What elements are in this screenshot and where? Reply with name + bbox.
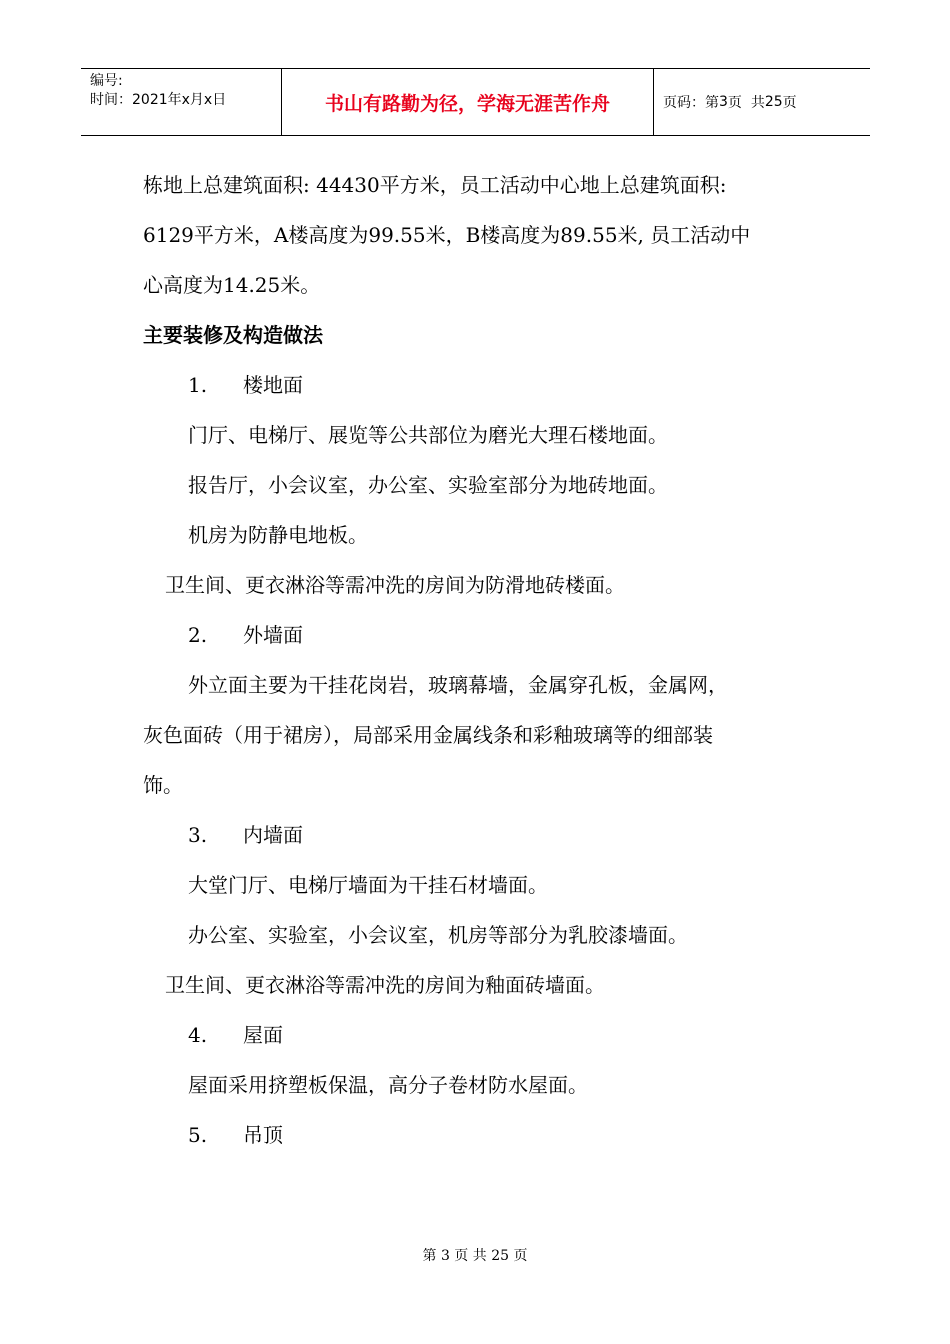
list-item-heading bbox=[143, 1110, 823, 1160]
item-title: 屋面 bbox=[243, 1023, 283, 1047]
item-title: 楼地面 bbox=[243, 373, 303, 397]
paragraph-line: 饰。 bbox=[143, 773, 183, 797]
header-meta bbox=[81, 69, 282, 135]
list-item-heading bbox=[143, 360, 823, 410]
list-item-heading bbox=[143, 810, 823, 860]
paragraph-line: 灰色面砖（用于裙房），局部采用金属线条和彩釉玻璃等的细部装 bbox=[143, 723, 713, 747]
paragraph-line: 卫生间、更衣淋浴等需冲洗的房间为釉面砖墙面。 bbox=[165, 973, 605, 997]
paragraph-line: 屋面采用挤塑板保温，高分子卷材防水屋面。 bbox=[188, 1073, 588, 1097]
page-info-current: 3 bbox=[719, 94, 728, 110]
page-info-prefix: 页码：第 bbox=[663, 95, 719, 111]
page-footer: 第 3 页 共 25 页 bbox=[422, 1248, 528, 1264]
item-title: 外墙面 bbox=[243, 623, 303, 647]
item-number: 4. bbox=[188, 1023, 208, 1047]
intro-line: 栋地上总建筑面积: 44430平方米，员工活动中心地上总建筑面积: bbox=[143, 173, 727, 197]
header-page-info bbox=[654, 69, 870, 135]
item-title: 吊顶 bbox=[243, 1123, 283, 1147]
paragraph-line: 办公室、实验室，小会议室，机房等部分为乳胶漆墙面。 bbox=[188, 923, 688, 947]
item-number: 2. bbox=[188, 623, 208, 647]
page-info-suffix: 页 bbox=[782, 95, 797, 111]
paragraph-line: 卫生间、更衣淋浴等需冲洗的房间为防滑地砖楼面。 bbox=[165, 573, 625, 597]
header-motto: 书山有路勤为径，学海无涯苦作舟 bbox=[282, 69, 654, 135]
list-item-heading bbox=[143, 610, 823, 660]
item-number: 5. bbox=[188, 1123, 208, 1147]
item-number: 3. bbox=[188, 823, 208, 847]
intro-line: 6129平方米，A楼高度为99.55米，B楼高度为89.55米, 员工活动中 bbox=[143, 223, 751, 247]
paragraph-line: 报告厅，小会议室，办公室、实验室部分为地砖地面。 bbox=[188, 473, 668, 497]
item-title: 内墙面 bbox=[243, 823, 303, 847]
paragraph-line: 大堂门厅、电梯厅墙面为干挂石材墙面。 bbox=[188, 873, 548, 897]
page-info-total: 25 bbox=[764, 94, 783, 110]
page-header bbox=[81, 68, 870, 136]
paragraph-line: 外立面主要为干挂花岗岩，玻璃幕墙，金属穿孔板，金属网， bbox=[188, 673, 728, 697]
page-info-middle: 页 共 bbox=[727, 95, 765, 111]
list-item-heading bbox=[143, 1010, 823, 1060]
document-body bbox=[143, 160, 823, 1160]
header-id-label: 编号: bbox=[90, 73, 123, 89]
header-time-label: 时间：2021年x月x日 bbox=[90, 92, 227, 108]
item-number: 1. bbox=[188, 373, 208, 397]
intro-line: 心高度为14.25米。 bbox=[143, 273, 321, 297]
section-title: 主要装修及构造做法 bbox=[143, 323, 323, 347]
paragraph-line: 机房为防静电地板。 bbox=[188, 523, 368, 547]
paragraph-line: 门厅、电梯厅、展览等公共部位为磨光大理石楼地面。 bbox=[188, 423, 668, 447]
